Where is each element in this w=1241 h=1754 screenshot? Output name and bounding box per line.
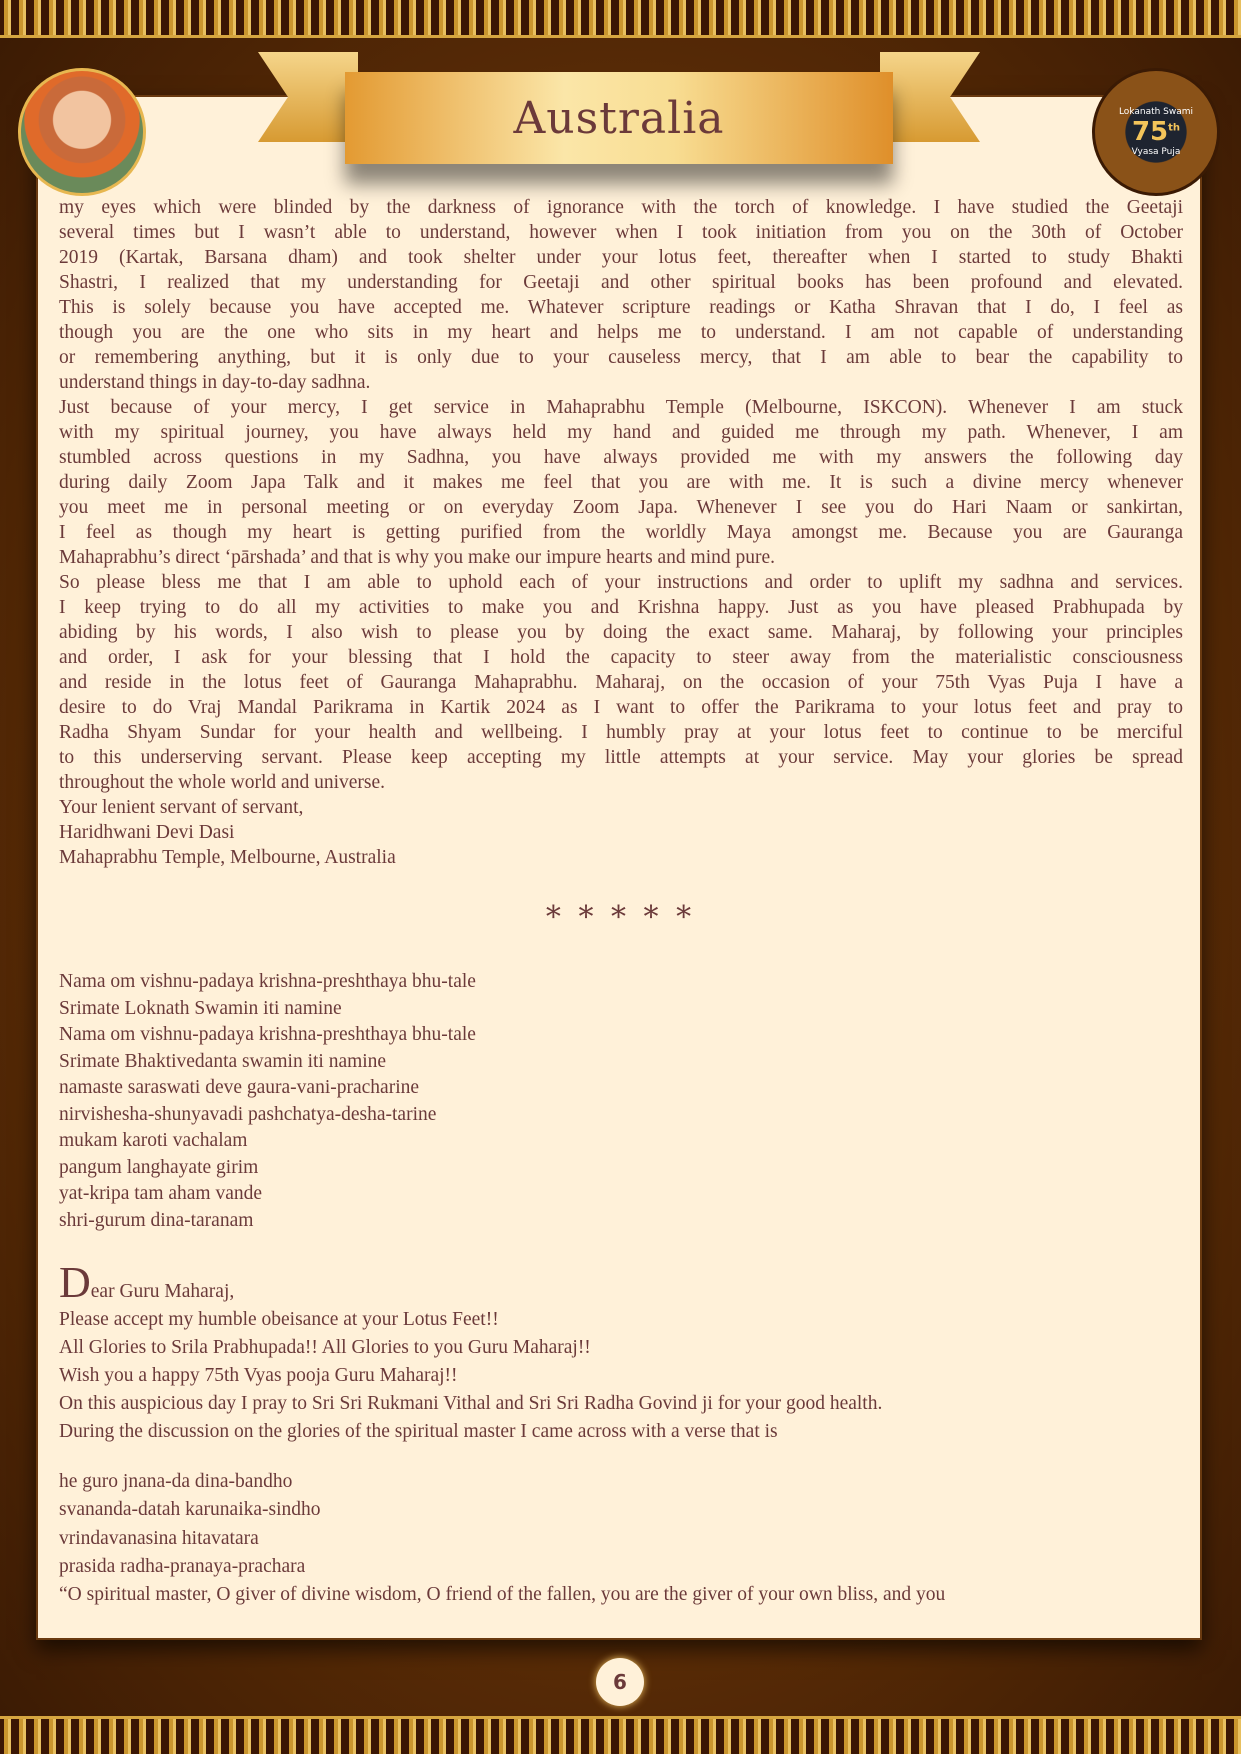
title-ribbon [345, 72, 893, 164]
decorative-border-bottom [0, 1716, 1241, 1754]
mantra-line: Nama om vishnu-padaya krishna-preshthaya bhu-tale [59, 1024, 476, 1045]
mantra-line: shri-gurum dina-taranam [59, 1209, 254, 1231]
paragraph-line: Radha Shyam Sundar for your health and wellbeing. I humbly pray at your lotus feet to continue to be merciful [59, 722, 1183, 743]
paragraph-line: and order, I ask for your blessing that I hold the capacity to steer away from the materialistic consciousness [59, 647, 1183, 668]
letter-line: All Glories to Srila Prabhupada!! All Glories to you Guru Maharaj!! [59, 1336, 591, 1358]
letter-line: Please accept my humble obeisance at your Lotus Feet!! [59, 1308, 499, 1330]
paragraph-line: and reside in the lotus feet of Gauranga Mahaprabhu. Maharaj, on the occasion of your 75th Vyas Puja I have a [59, 672, 1183, 693]
paragraph-line: 2019 (Kartak, Barsana dham) and took shelter under your lotus feet, thereafter when I started to study Bhakti [59, 247, 1183, 268]
paragraph-line: Mahaprabhu’s direct ‘pārshada’ and that is why you make our impure hearts and mind pure. [59, 547, 776, 568]
paragraph-line: my eyes which were blinded by the darkness of ignorance with the torch of knowledge. I have studied the Geetaji [59, 197, 1183, 218]
mantra-line: pangum langhayate girim [59, 1156, 259, 1178]
verse-translation: “O spiritual master, O giver of divine wisdom, O friend of the fallen, you are the giver of your own bliss, and you [59, 1583, 946, 1605]
paragraph-line: I feel as though my heart is getting purified from the worldly Maya amongst me. Because you are Gauranga [59, 522, 1183, 543]
paragraph-line: abiding by his words, I also wish to please you by doing the exact same. Maharaj, by following your principles [59, 622, 1183, 643]
page-number: 6 [596, 1658, 644, 1706]
vyasa-puja-75th-logo [1092, 68, 1220, 196]
paragraph-line: you meet me in personal meeting or on everyday Zoom Japa. Whenever I see you do Hari Naam or sankirtan, [59, 497, 1183, 518]
signature-line: Mahaprabhu Temple, Melbourne, Australia [59, 847, 396, 868]
paragraph-line: to this underserving servant. Please keep accepting my little attempts at your service. May your glories be spread [59, 747, 1183, 768]
letter-body-1 [59, 195, 1183, 870]
guru-portrait [18, 68, 146, 196]
letter-line: Wish you a happy 75th Vyas pooja Guru Maharaj!! [59, 1364, 458, 1386]
paragraph-line: or remembering anything, but it is only due to your causeless mercy, that I am able to bear the capability to [59, 347, 1183, 368]
paragraph-line: Shastri, I realized that my understanding for Geetaji and other spiritual books has been profound and elevated. [59, 272, 1183, 293]
verse-line: vrindavanasina hitavatara [59, 1527, 259, 1549]
verse-line: prasida radha-pranaya-prachara [59, 1556, 306, 1577]
salutation: Dear Guru Maharaj, [59, 1258, 235, 1307]
mantra-line: Srimate Bhaktivedanta swamin iti namine [59, 1050, 387, 1072]
paragraph-line: throughout the whole world and universe. [59, 772, 386, 793]
pranam-mantra [59, 969, 1183, 1234]
mantra-line: nirvishesha-shunyavadi pashchatya-desha-tarine [59, 1103, 437, 1125]
paragraph-line: though you are the one who sits in my heart and helps me to understand. I am not capable of understanding [59, 322, 1183, 343]
logo-text-bottom: Vyasa Puja [1131, 147, 1181, 157]
logo-text-top: Lokanath Swami [1118, 107, 1194, 117]
decorative-border-top [0, 0, 1241, 38]
paragraph-line: desire to do Vraj Mandal Parikrama in Kartik 2024 as I want to offer the Parikrama to your lotus feet and pray to [59, 697, 1183, 718]
mantra-line: mukam karoti vachalam [59, 1130, 248, 1151]
paragraph-line: several times but I wasn’t able to understand, however when I took initiation from you on the 30th of October [59, 222, 1183, 243]
signature-line: Haridhwani Devi Dasi [59, 822, 235, 843]
page-title: Australia [513, 92, 725, 144]
mantra-line: yat-kripa tam aham vande [59, 1183, 263, 1204]
mantra-line: Srimate Loknath Swamin iti namine [59, 997, 342, 1019]
paragraph-line: This is solely because you have accepted me. Whatever scripture readings or Katha Shravan that I do, I feel as [59, 297, 1183, 318]
paragraph-line: stumbled across questions in my Sadhna, you have always provided me with my answers the following day [59, 447, 1183, 468]
verse-line: he guro jnana-da dina-bandho [59, 1470, 293, 1492]
mantra-line: namaste saraswati deve gaura-vani-pracharine [59, 1077, 420, 1098]
letter-body-2 [59, 1258, 1183, 1608]
logo-number: 75th [1131, 117, 1181, 147]
section-separator: * * * * * [545, 900, 696, 935]
mantra-line: Nama om vishnu-padaya krishna-preshthaya bhu-tale [59, 971, 476, 992]
paragraph-line: understand things in day-to-day sadhna. [59, 372, 371, 393]
paragraph-line: during daily Zoom Japa Talk and it makes me feel that you are with me. It is such a divine mercy whenever [59, 472, 1183, 493]
signature-line: Your lenient servant of servant, [59, 797, 304, 818]
letter-line: During the discussion on the glories of the spiritual master I came across with a verse that is [59, 1420, 778, 1442]
paragraph-line: with my spiritual journey, you have always held my hand and guided me through my path. Whenever, I am [59, 422, 1183, 443]
paragraph-line: Just because of your mercy, I get service in Mahaprabhu Temple (Melbourne, ISKCON). Whenever I am stuck [59, 397, 1183, 418]
letter-line: On this auspicious day I pray to Sri Sri Rukmani Vithal and Sri Sri Radha Govind ji for your good health. [59, 1392, 883, 1414]
verse-line: svananda-datah karunaika-sindho [59, 1499, 321, 1520]
drop-cap: D [59, 1258, 91, 1307]
paragraph-line: So please bless me that I am able to uphold each of your instructions and order to uplift my sadhna and services. [59, 572, 1183, 593]
paragraph-line: I keep trying to do all my activities to make you and Krishna happy. Just as you have pleased Prabhupada by [59, 597, 1183, 618]
